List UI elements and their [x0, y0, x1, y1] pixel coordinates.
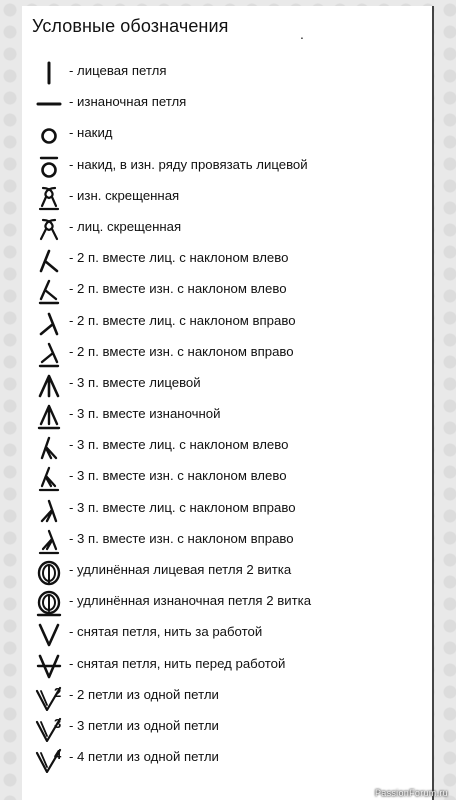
legend-item — [22, 588, 432, 619]
legend-label: - 3 п. вместе изн. с наклоном вправо — [69, 530, 294, 546]
legend-item — [22, 432, 432, 463]
k3tog-right-icon — [34, 496, 64, 524]
legend-item — [22, 463, 432, 494]
knit-twisted-icon — [34, 215, 64, 243]
elongated-knit-icon — [34, 558, 64, 586]
legend-item — [22, 526, 432, 557]
slip-wyib-icon — [34, 620, 64, 648]
legend-item — [22, 245, 432, 276]
legend-item — [22, 651, 432, 682]
legend-item — [22, 370, 432, 401]
legend-item — [22, 401, 432, 432]
legend-item — [22, 120, 432, 151]
yarn-over-icon — [34, 121, 64, 149]
legend-item — [22, 744, 432, 775]
legend-item — [22, 619, 432, 650]
increase-3-icon — [34, 714, 64, 742]
legend-label: - 3 п. вместе лицевой — [69, 374, 201, 390]
legend-label: - 4 петли из одной петли — [69, 749, 219, 765]
legend-label: - накид, в изн. ряду провязать лицевой — [69, 156, 308, 172]
increase-4-icon — [34, 745, 64, 773]
legend-label: - 2 п. вместе изн. с наклоном вправо — [69, 343, 294, 359]
watermark: PassionForum.ru — [374, 788, 448, 798]
legend-label: - снятая петля, нить за работой — [69, 624, 263, 640]
legend-list — [22, 58, 432, 775]
legend-item — [22, 495, 432, 526]
legend-label: - 3 п. вместе изнаночной — [69, 406, 221, 422]
legend-label: - 2 петли из одной петли — [69, 686, 219, 702]
p2tog-left-icon — [34, 277, 64, 305]
legend-label: - изн. скрещенная — [69, 187, 180, 203]
k2tog-right-icon — [34, 309, 64, 337]
p2tog-right-icon — [34, 340, 64, 368]
page-title: Условные обозначения — [32, 16, 229, 36]
legend-item — [22, 214, 432, 245]
legend-label: - 3 п. вместе лиц. с наклоном вправо — [69, 499, 296, 515]
legend-label: - изнаночная петля — [69, 94, 187, 110]
legend-item — [22, 58, 432, 89]
legend-label: - 2 п. вместе лиц. с наклоном вправо — [69, 312, 296, 328]
svg-text:3: 3 — [54, 715, 62, 731]
k3tog-left-icon — [34, 433, 64, 461]
purl-twisted-icon — [34, 184, 64, 212]
legend-item — [22, 308, 432, 339]
p3tog-right-icon — [34, 527, 64, 555]
legend-item — [22, 89, 432, 120]
legend-item — [22, 183, 432, 214]
p3tog-left-icon — [34, 464, 64, 492]
svg-text:4: 4 — [54, 747, 62, 763]
legend-label: - удлинённая изнаночная петля 2 витка — [69, 593, 312, 609]
increase-2-icon — [34, 683, 64, 711]
legend-label: - лиц. скрещенная — [69, 218, 182, 234]
legend-item — [22, 276, 432, 307]
legend-label: - 3 петли из одной петли — [69, 717, 219, 733]
legend-item — [22, 682, 432, 713]
k2tog-left-icon — [34, 246, 64, 274]
legend-label: - 2 п. вместе лиц. с наклоном влево — [69, 250, 289, 266]
legend-item — [22, 557, 432, 588]
legend-item — [22, 152, 432, 183]
k3tog-icon — [34, 371, 64, 399]
legend-label: - 2 п. вместе изн. с наклоном влево — [69, 281, 287, 297]
legend-label: - накид — [69, 125, 113, 141]
p3tog-icon — [34, 402, 64, 430]
slip-wyif-icon — [34, 652, 64, 680]
legend-label: - 3 п. вместе изн. с наклоном влево — [69, 468, 287, 484]
yarn-over-knit-icon — [34, 153, 64, 181]
legend-page — [22, 6, 434, 800]
legend-item — [22, 713, 432, 744]
title-mark: . — [300, 26, 304, 42]
legend-label: - удлинённая лицевая петля 2 витка — [69, 562, 292, 577]
legend-label: - снятая петля, нить перед работой — [69, 655, 286, 671]
legend-item — [22, 339, 432, 370]
svg-text:2: 2 — [54, 684, 62, 700]
elongated-purl-icon — [34, 589, 64, 617]
legend-label: - лицевая петля — [69, 63, 167, 78]
knit-stitch-icon — [34, 59, 64, 87]
legend-label: - 3 п. вместе лиц. с наклоном влево — [69, 437, 289, 453]
purl-stitch-icon — [34, 90, 64, 118]
